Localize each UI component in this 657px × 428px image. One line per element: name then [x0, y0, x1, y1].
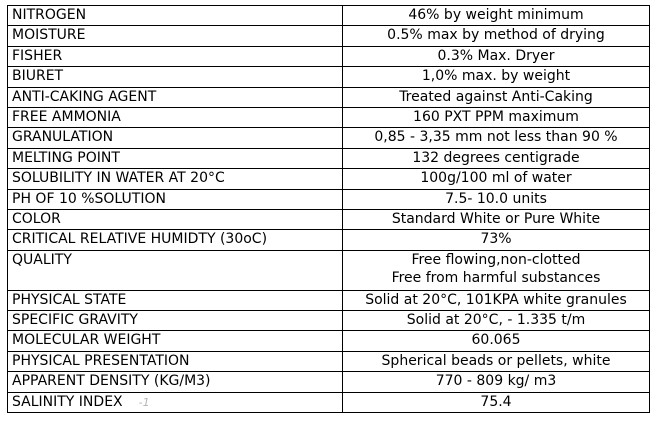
property-cell: MOISTURE [8, 26, 343, 46]
table-row [8, 128, 650, 148]
value-cell: 0.3% Max. Dryer [343, 46, 650, 66]
table-row [8, 209, 650, 229]
property-cell: NITROGEN [8, 6, 343, 26]
property-cell: PHYSICAL PRESENTATION [8, 351, 343, 371]
table-row [8, 87, 650, 107]
value-cell: Solid at 20°C, 101KPA white granules [343, 290, 650, 310]
value-cell: 73% [343, 230, 650, 250]
property-label: SALINITY INDEX [12, 393, 123, 410]
table-row [8, 148, 650, 168]
table-row [8, 107, 650, 127]
property-cell: COLOR [8, 209, 343, 229]
value-cell: 7.5- 10.0 units [343, 189, 650, 209]
table-row [8, 311, 650, 331]
table-row [8, 331, 650, 351]
value-cell: 46% by weight minimum [343, 6, 650, 26]
property-cell: MELTING POINT [8, 148, 343, 168]
table-row [8, 169, 650, 189]
property-cell: FISHER [8, 46, 343, 66]
table-row [8, 230, 650, 250]
table-row [8, 372, 650, 392]
faint-mark: -1 [138, 395, 150, 409]
value-cell: Solid at 20°C, - 1.335 t/m [343, 311, 650, 331]
property-cell: GRANULATION [8, 128, 343, 148]
table-row [8, 250, 650, 290]
table-row [8, 6, 650, 26]
specification-table [7, 5, 650, 413]
property-cell: PH OF 10 %SOLUTION [8, 189, 343, 209]
value-cell: 100g/100 ml of water [343, 169, 650, 189]
property-cell: CRITICAL RELATIVE HUMIDTY (30oC) [8, 230, 343, 250]
value-cell: 1,0% max. by weight [343, 67, 650, 87]
property-cell [8, 392, 343, 412]
value-cell: 75.4 [343, 392, 650, 412]
property-cell: SPECIFIC GRAVITY [8, 311, 343, 331]
value-cell: 0,85 - 3,35 mm not less than 90 % [343, 128, 650, 148]
property-cell: ANTI-CAKING AGENT [8, 87, 343, 107]
table-row [8, 189, 650, 209]
table-row [8, 351, 650, 371]
property-cell: APPARENT DENSITY (KG/M3) [8, 372, 343, 392]
value-cell: 0.5% max by method of drying [343, 26, 650, 46]
value-cell: 60.065 [343, 331, 650, 351]
value-cell: 132 degrees centigrade [343, 148, 650, 168]
table-row [8, 46, 650, 66]
property-cell: FREE AMMONIA [8, 107, 343, 127]
property-cell: SOLUBILITY IN WATER AT 20°C [8, 169, 343, 189]
value-cell: 160 PXT PPM maximum [343, 107, 650, 127]
property-cell: QUALITY [8, 250, 343, 290]
table-row [8, 392, 650, 412]
property-cell: PHYSICAL STATE [8, 290, 343, 310]
table-row [8, 26, 650, 46]
value-cell: Spherical beads or pellets, white [343, 351, 650, 371]
value-cell [343, 250, 650, 290]
value-line: Free flowing,non-clotted [411, 251, 581, 268]
property-cell: BIURET [8, 67, 343, 87]
table-row [8, 67, 650, 87]
value-cell: Treated against Anti-Caking [343, 87, 650, 107]
value-line: Free from harmful substances [391, 270, 601, 287]
value-cell: Standard White or Pure White [343, 209, 650, 229]
value-cell: 770 - 809 kg/ m3 [343, 372, 650, 392]
property-cell: MOLECULAR WEIGHT [8, 331, 343, 351]
table-row [8, 290, 650, 310]
